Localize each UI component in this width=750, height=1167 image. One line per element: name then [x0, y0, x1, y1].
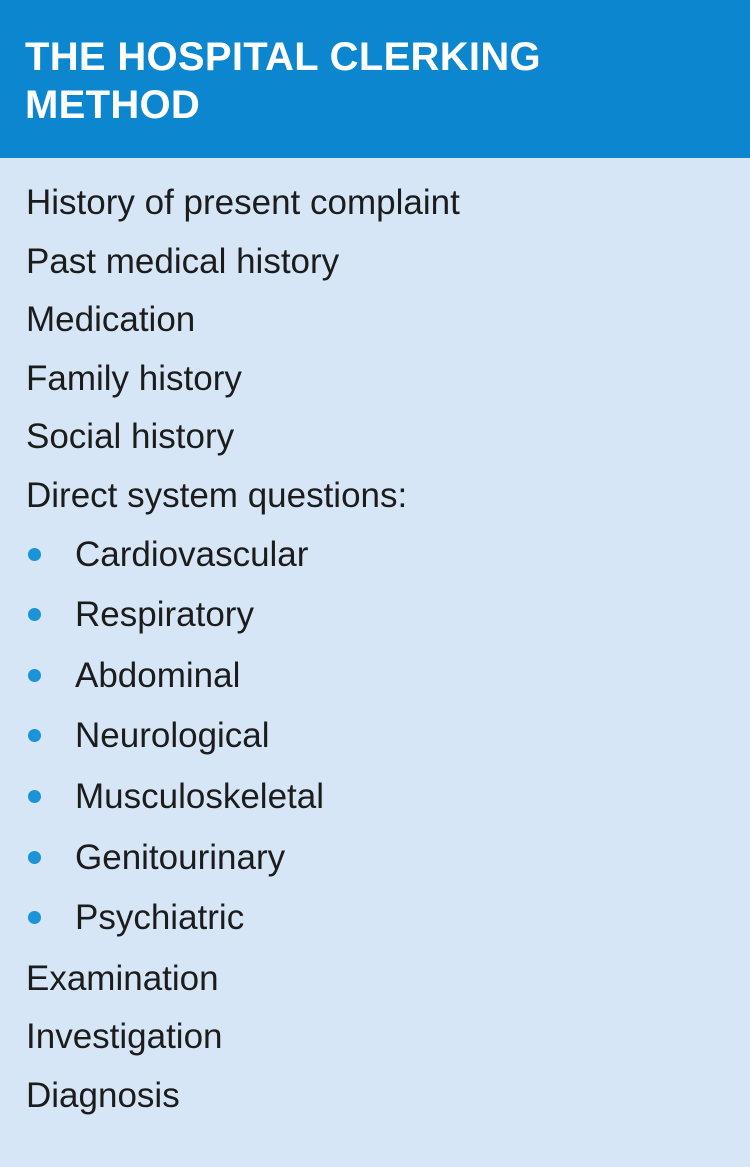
list-item: [0, 295, 750, 354]
list-item-text: Social history: [26, 417, 235, 457]
list-item-text: Examination: [26, 958, 219, 998]
list-item: [0, 471, 750, 530]
list-item-text: Direct system questions:: [26, 475, 408, 515]
bullet-dot-icon: [28, 608, 41, 621]
list-item: [0, 1012, 750, 1071]
list-item: [0, 1071, 750, 1130]
list-item-text: Musculoskeletal: [75, 776, 324, 816]
bullet-dot-icon: [28, 548, 41, 561]
list-item-text: Medication: [26, 300, 196, 340]
bullet-dot-icon: [28, 790, 41, 803]
list-item-text: Psychiatric: [75, 898, 245, 938]
bullet-dot-icon: [28, 669, 41, 682]
list-item: [0, 237, 750, 296]
box-header: [0, 0, 750, 158]
bullet-list-item: [0, 651, 750, 712]
list-item-text: Diagnosis: [26, 1075, 180, 1115]
bullet-list-item: [0, 530, 750, 591]
list-item-text: Past medical history: [26, 241, 340, 281]
list-item: [0, 354, 750, 413]
list-item-text: History of present complaint: [26, 183, 460, 222]
list-item: [0, 412, 750, 471]
box-title: THE HOSPITAL CLERKING METHOD: [25, 35, 541, 127]
list-item-text: Genitourinary: [75, 837, 286, 877]
list-item: [0, 178, 750, 237]
bullet-list-item: [0, 772, 750, 833]
bullet-list-item: [0, 893, 750, 954]
bullet-list-item: [0, 833, 750, 894]
list-item-text: Investigation: [26, 1017, 223, 1057]
list-item-text: Respiratory: [75, 595, 254, 635]
list-item-text: Abdominal: [75, 655, 241, 695]
list-item-text: Neurological: [75, 716, 270, 756]
bullet-list-item: [0, 590, 750, 651]
list-item-text: Family history: [26, 358, 242, 398]
list-item-text: Cardiovascular: [75, 534, 309, 574]
clerking-steps-list: [0, 178, 750, 1130]
list-item: [0, 954, 750, 1013]
bullet-dot-icon: [28, 851, 41, 864]
bullet-dot-icon: [28, 729, 41, 742]
bullet-list-item: [0, 711, 750, 772]
bullet-dot-icon: [28, 911, 41, 924]
